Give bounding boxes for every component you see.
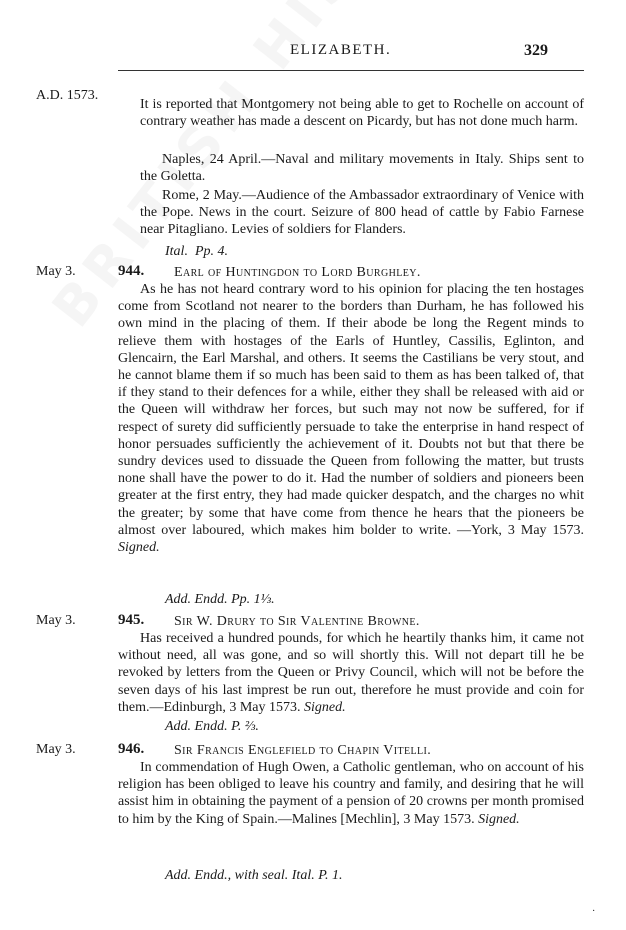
- running-title: ELIZABETH.: [290, 42, 392, 58]
- entry-body: Has received a hundred pounds, for which he heartily thanks him, it came not without need, all was gone, and so will shortly this. Will not depart till he be revoked by letters from the Queen or Privy Council, which will not be before the seven days of his last imprest be run out, therefore he must provide and coin for them.—Edinburgh, 3 May 1573.: [118, 631, 584, 715]
- entry-number: 946.: [118, 741, 145, 757]
- entry-number: 945.: [118, 612, 145, 628]
- entry-signed: Signed.: [478, 811, 520, 827]
- entry-text: [118, 281, 584, 556]
- entry-text: [118, 630, 584, 716]
- entry-date: May 3.: [36, 264, 76, 279]
- continuation-paragraph-1: It is reported that Montgomery not being able to get to Rochelle on account of contrary weather has made a descent on Picardy, but has not done much harm.: [140, 97, 584, 130]
- continuation-paragraph-2: Naples, 24 April.—Naval and military movements in Italy. Ships sent to the Goletta.: [140, 152, 584, 185]
- entry-body: In commendation of Hugh Owen, a Catholic gentleman, who on account of his religion has been obliged to leave his country and family, and desiring that he will assist him in obtaining the payment of a pension of 20 crowns per month promised to him by the King of Spain.—Malines [Mechlin], 3 May 1573.: [118, 760, 584, 827]
- page-header: [0, 42, 626, 62]
- header-rule: [118, 70, 584, 71]
- continuation-reference: [165, 244, 228, 260]
- entry-reference: Add. Endd., with seal. Ital. P. 1.: [165, 868, 343, 883]
- entry-signed: Signed.: [304, 699, 346, 715]
- entry-heading: Sir Francis Englefield to Chapin Vitelli.: [174, 743, 432, 758]
- entry-heading: Sir W. Drury to Sir Valentine Browne.: [174, 614, 420, 629]
- entry-signed: Signed.: [118, 540, 160, 556]
- entry-date: May 3.: [36, 742, 76, 757]
- print-speck: ·: [592, 906, 596, 917]
- reference-pages: Pp. 4.: [194, 244, 229, 259]
- margin-year: A.D. 1573.: [36, 88, 99, 103]
- reference-language: Ital.: [165, 244, 188, 259]
- entry-reference: Add. Endd. Pp. 1⅓.: [165, 592, 275, 607]
- entry-heading: Earl of Huntingdon to Lord Burghley.: [174, 265, 421, 280]
- entry-text: [118, 759, 584, 828]
- page-number: 329: [524, 42, 548, 59]
- entry-body: As he has not heard contrary word to his opinion for placing the ten hostages come from Scotland not nearer to the borders than Durham, he has followed his own mind in the placing of them. If their abode be long the Regent minds to relieve them with hostages of the Earls of Huntley, Cassilis, Eglinton, and Glencairn, the Earl Marshal, and others. It seems the Castilians be very stout, and he cannot blame them if so much has been said to them as has been talked of, that if they stand to their defences for a while, either they shall be released with aid or the Queen will withdraw her forces, but such may not now be suffered, for if respect of surety did sufficiently persuade to take the enterprise in hand respect of honor persuades sufficiently the achievement of it. Doubts not but that there be sundry devices used to dissuade the Queen from following the matter, but trusts none shall have the power to do it. Had the number of soldiers and pioneers been greater at the first entry, they had made quicker despatch, and the charges no whit the greater; by some that have come from thence he hears that the pioneers be almost over laboured, which makes him bolder to write. —York, 3 May 1573.: [118, 282, 584, 538]
- entry-number: 944.: [118, 263, 145, 279]
- entry-reference: Add. Endd. P. ⅔.: [165, 719, 259, 734]
- entry-date: May 3.: [36, 613, 76, 628]
- continuation-paragraph-3: Rome, 2 May.—Audience of the Ambassador extraordinary of Venice with the Pope. News in the court. Seizure of 800 head of cattle by Fabio Farnese near Pitagliano. Levies of soldiers for Flanders.: [140, 188, 584, 238]
